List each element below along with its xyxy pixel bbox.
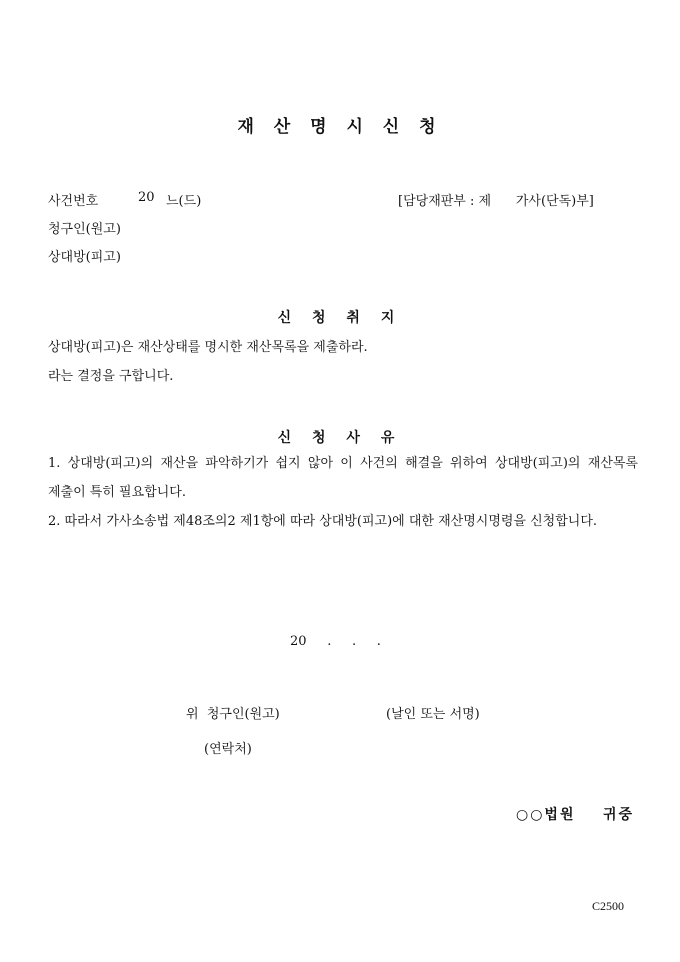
document-title: 재 산 명 시 신 청 [237,117,443,137]
department-assignment: [담당재판부 : 제 가사(단독)부] [398,194,594,209]
purpose-line-1: 상대방(피고)은 재산상태를 명시한 재산목록을 제출하라. [48,340,368,355]
date-line: 20 . . . [290,634,381,649]
claimant-label: 청구인(원고) [48,222,121,237]
case-number-label: 사건번호 [48,194,99,209]
case-year-prefix: 20 [138,190,155,205]
case-type: 느(드) [166,194,202,209]
opponent-label: 상대방(피고) [48,250,121,265]
contact-label: (연락처) [204,742,252,757]
court-addressee: ○○법원 귀중 [516,807,635,823]
seal-or-signature-note: (날인 또는 서명) [386,707,480,722]
reason-item-2: 2. 따라서 가사소송법 제48조의2 제1항에 따라 상대방(피고)에 대한 재산명시명령을 신청합니다. [48,514,598,529]
purpose-line-2: 라는 결정을 구합니다. [48,369,174,384]
applicant-signature-label: 위 청구인(원고) [186,707,280,722]
form-code: C2500 [592,899,625,913]
reasons-heading: 신 청 사 유 [277,430,403,446]
purpose-heading: 신 청 취 지 [277,310,403,326]
reason-item-1: 1. 상대방(피고)의 재산을 파악하기가 쉽지 않아 이 사건의 해결을 위하여 상대방(피고)의 재산목록 제출이 특히 필요합니다. [48,456,638,500]
